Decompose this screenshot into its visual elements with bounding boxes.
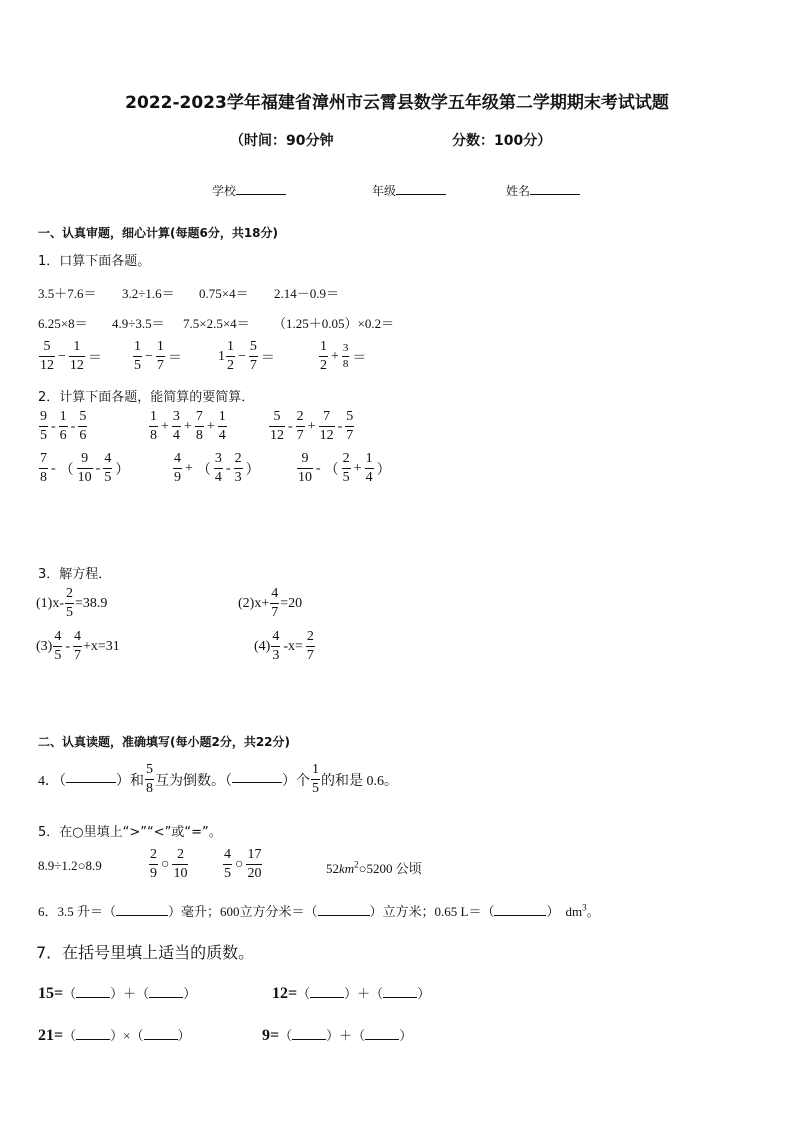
fraction: $\frac{4}{7}$	[74, 629, 81, 663]
fraction: $\frac{17}{20}$	[247, 847, 262, 881]
q2-expr1: $\frac{9}{5}$ - $\frac{1}{6}$ - $\frac{5}{6}$	[40, 409, 87, 443]
answer-blank[interactable]	[116, 915, 168, 916]
fraction: $\frac{2}{7}$	[306, 629, 314, 663]
q3-label: 3．解方程．	[38, 567, 112, 582]
q5-b: $\frac{2}{9}$ ○ $\frac{2}{10}$	[150, 847, 188, 881]
q1-frac-expr2: $\frac{1}{5}$ − $\frac{1}{7}$ ＝	[134, 339, 182, 373]
fraction: $\frac{7}{8}$	[40, 451, 47, 485]
fraction: $\frac{4}{9}$	[174, 451, 181, 485]
exam-time: （时间：90分钟	[230, 133, 334, 149]
q1-row2-item2: 4.9÷3.5＝	[112, 316, 165, 331]
answer-blank[interactable]	[144, 1039, 178, 1040]
name-label: 姓名	[506, 184, 531, 198]
answer-blank[interactable]	[383, 997, 417, 998]
q7-row1-left: 15=（ ）＋（ ）	[38, 985, 197, 1002]
q1-row1-item3: 0.75×4＝	[199, 286, 249, 301]
section2-heading: 二、认真读题，准确填写(每小题2分，共22分)	[38, 735, 291, 749]
fraction: $\frac{2}{5}$	[66, 586, 73, 620]
q1-row1-item4: 2.14－0.9＝	[274, 286, 340, 301]
page-title: 2022-2023学年福建省漳州市云霄县数学五年级第二学期期末考试试题	[125, 93, 669, 113]
fraction: $\frac{1}{7}$	[156, 339, 164, 373]
grade-blank	[396, 194, 446, 195]
q1-row2-item3: 7.5×2.5×4＝	[183, 316, 250, 331]
q7-row2-left: 21=（ ）×（ ）	[38, 1027, 191, 1044]
q5-c: $\frac{4}{5}$ ○ $\frac{17}{20}$	[224, 847, 262, 881]
fraction: $\frac{1}{12}$	[69, 339, 84, 373]
fraction: $\frac{3}{8}$	[342, 342, 349, 370]
answer-blank[interactable]	[76, 1039, 110, 1040]
answer-blank[interactable]	[149, 997, 183, 998]
q1-row1-item2: 3.2÷1.6＝	[122, 286, 175, 301]
fraction: $\frac{4}{5}$	[104, 451, 112, 485]
fraction: $\frac{4}{5}$	[54, 629, 62, 663]
answer-blank[interactable]	[292, 1039, 326, 1040]
q3-eq3: (3) $\frac{4}{5}$ - $\frac{4}{7}$ +x=31	[36, 629, 120, 663]
section1-heading: 一、认真审题，细心计算(每题6分，共18分)	[38, 226, 279, 240]
q3-eq4: (4) $\frac{4}{3}$ -x= $\frac{2}{7}$	[254, 629, 314, 663]
answer-blank[interactable]	[66, 782, 116, 783]
fraction: $\frac{9}{10}$	[77, 451, 92, 485]
fraction: $\frac{2}{3}$	[234, 451, 242, 485]
fraction: $\frac{1}{5}$	[312, 762, 319, 796]
q3-eq2: (2)x+ $\frac{4}{7}$ =20	[238, 586, 303, 620]
q6: 6．3.5 升＝（ ）毫升；600立方分米＝（ ）立方米；0.65 L＝（ ） $dm^3$。	[38, 902, 600, 919]
fraction: $\frac{7}{12}$	[319, 409, 334, 443]
answer-blank[interactable]	[310, 997, 344, 998]
fraction: $\frac{5}{7}$	[346, 409, 354, 443]
q1-frac-expr3: 1 $\frac{1}{2}$ − $\frac{5}{7}$ ＝	[218, 339, 275, 373]
fraction: $\frac{1}{4}$	[218, 409, 226, 443]
fraction: $\frac{5}{7}$	[249, 339, 257, 373]
q1-row1-item1: 3.5＋7.6＝	[38, 286, 97, 301]
grade-field	[372, 182, 446, 199]
q1-frac-expr1: $\frac{5}{12}$ − $\frac{1}{12}$ ＝	[40, 339, 102, 373]
fraction: $\frac{4}{7}$	[271, 586, 279, 620]
fraction: $\frac{3}{4}$	[172, 409, 180, 443]
fraction: $\frac{7}{8}$	[195, 409, 203, 443]
name-blank	[530, 194, 580, 195]
fraction: $\frac{9}{5}$	[40, 409, 47, 443]
school-field	[212, 182, 286, 199]
q1-frac-expr4: $\frac{1}{2}$ + $\frac{3}{8}$ ＝	[320, 339, 367, 373]
q2-expr3: $\frac{5}{12}$ - $\frac{2}{7}$ + $\frac{7}{12}$ - $\frac{5}{7}$	[270, 409, 354, 443]
fraction: $\frac{2}{5}$	[342, 451, 350, 485]
exam-score: 分数：100分）	[452, 133, 552, 149]
fraction: $\frac{4}{3}$	[272, 629, 280, 663]
q2-expr4: $\frac{7}{8}$ - （ $\frac{9}{10}$ - $\frac{4}{5}$ ）	[40, 451, 130, 485]
fraction: $\frac{1}{8}$	[150, 409, 157, 443]
school-label: 学校	[212, 184, 237, 198]
q1-label: 1．口算下面各题。	[38, 254, 151, 269]
fraction: $\frac{2}{7}$	[296, 409, 304, 443]
q7-row2-right: 9=（ ）＋（ ）	[262, 1027, 413, 1044]
q2-expr6: $\frac{9}{10}$ - （ $\frac{2}{5}$ + $\frac{1}{4}$ ）	[298, 451, 391, 485]
q3-eq1: (1)x- $\frac{2}{5}$ =38.9	[36, 586, 108, 620]
grade-label: 年级	[372, 184, 397, 198]
fraction: $\frac{3}{4}$	[214, 451, 222, 485]
answer-blank[interactable]	[232, 782, 282, 783]
q2-label: 2．计算下面各题，能简算的要简算．	[38, 390, 255, 405]
q7-row1-right: 12=（ ）＋（ ）	[272, 985, 431, 1002]
fraction: $\frac{5}{12}$	[270, 409, 284, 443]
fraction: $\frac{1}{6}$	[59, 409, 67, 443]
answer-blank[interactable]	[494, 915, 546, 916]
q2-expr2: $\frac{1}{8}$ + $\frac{3}{4}$ + $\frac{7}{8}$ + $\frac{1}{4}$	[150, 409, 226, 443]
fraction: $\frac{1}{2}$	[320, 339, 327, 373]
fraction: $\frac{5}{12}$	[40, 339, 54, 373]
school-blank	[236, 194, 286, 195]
answer-blank[interactable]	[365, 1039, 399, 1040]
fraction: $\frac{9}{10}$	[298, 451, 312, 485]
q7-label: 7．在括号里填上适当的质数。	[36, 943, 255, 962]
fraction: $\frac{2}{9}$	[150, 847, 157, 881]
fraction: $\frac{4}{5}$	[224, 847, 231, 881]
fraction: $\frac{2}{10}$	[173, 847, 188, 881]
fraction: $\frac{1}{2}$	[227, 339, 234, 373]
fraction: $\frac{1}{4}$	[365, 451, 373, 485]
name-field	[506, 182, 580, 199]
q5-a: 8.9÷1.2○8.9	[38, 858, 102, 873]
fraction: $\frac{1}{5}$	[134, 339, 141, 373]
fraction: $\frac{5}{8}$	[146, 762, 153, 796]
fraction: $\frac{5}{6}$	[79, 409, 87, 443]
q5-d: $52km^2○5200$ 公顷	[326, 859, 422, 876]
q5-label: 5．在○里填上“>”“<”或“=”。	[38, 825, 222, 840]
q1-row2-item4: （1.25＋0.05）×0.2＝	[273, 316, 395, 331]
q2-expr5: $\frac{4}{9}$ + （ $\frac{3}{4}$ - $\frac{2}{3}$ ）	[174, 451, 260, 485]
answer-blank[interactable]	[318, 915, 370, 916]
q4: 4．（ ）和 $\frac{5}{8}$ 互为倒数。（ ）个 $\frac{1}{5}$ 的和是 0.6。	[38, 762, 398, 796]
answer-blank[interactable]	[76, 997, 110, 998]
q1-row2-item1: 6.25×8＝	[38, 316, 88, 331]
